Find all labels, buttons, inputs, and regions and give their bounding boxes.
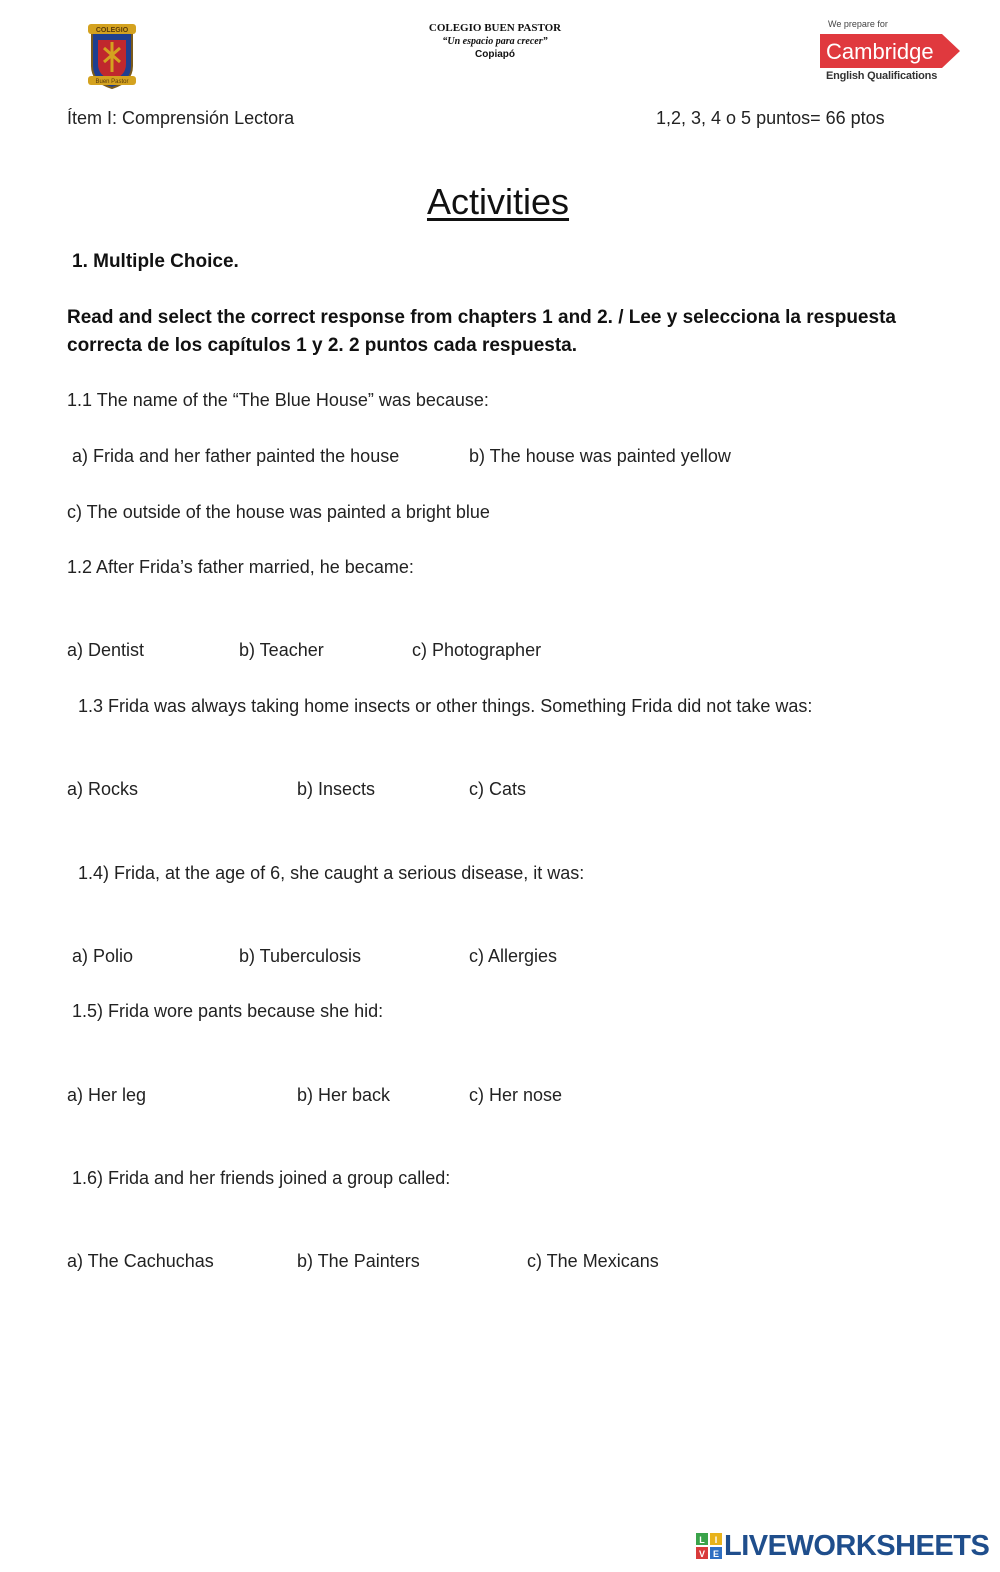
q4-option-c[interactable]: c) Allergies — [469, 946, 558, 966]
points-info: 1,2, 3, 4 o 5 puntos= 66 ptos — [656, 108, 885, 128]
school-name: COLEGIO BUEN PASTOR — [428, 22, 562, 34]
svg-text:L: L — [699, 1535, 705, 1545]
cambridge-tagline: We prepare for — [828, 19, 888, 29]
school-city: Copiapó — [475, 49, 515, 60]
q1-option-a[interactable]: a) Frida and her father painted the house — [72, 446, 400, 466]
liveworksheets-brand: LIVEWORKSHEETS — [724, 1530, 990, 1562]
school-crest-logo — [86, 22, 138, 90]
q2-option-c[interactable]: c) Photographer — [412, 640, 542, 660]
school-motto: “Un espacio para crecer” — [442, 36, 548, 47]
q6-option-b[interactable]: b) The Painters — [297, 1251, 420, 1271]
cambridge-brand: Cambridge — [826, 39, 934, 64]
q4-option-b[interactable]: b) Tuberculosis — [239, 946, 362, 966]
question-1-3: 1.3 Frida was always taking home insects or other things. Something Frida did not take was: — [78, 696, 813, 716]
q2-option-a[interactable]: a) Dentist — [67, 640, 145, 660]
q3-option-b[interactable]: b) Insects — [297, 779, 376, 799]
cambridge-badge-icon — [820, 34, 962, 68]
instructions: Read and select the correct response from chapters 1 and 2. / Lee y selecciona la respuesta correcta de los capítulos 1 y 2. 2 puntos cada respuesta. — [67, 307, 896, 356]
liveworksheets-logo — [696, 1530, 992, 1562]
question-1-6: 1.6) Frida and her friends joined a group called: — [72, 1168, 451, 1188]
q3-option-c[interactable]: c) Cats — [469, 779, 527, 799]
crest-bottom-text: Buen Pastor — [95, 79, 129, 85]
svg-text:E: E — [712, 1549, 720, 1559]
q2-option-b[interactable]: b) Teacher — [239, 640, 324, 660]
school-header — [395, 22, 595, 61]
q3-option-a[interactable]: a) Rocks — [67, 779, 139, 799]
svg-text:V: V — [698, 1549, 706, 1559]
q6-option-c[interactable]: c) The Mexicans — [527, 1251, 659, 1271]
q4-option-a[interactable]: a) Polio — [72, 946, 134, 966]
page-title: Activities — [426, 181, 570, 222]
question-1-4: 1.4) Frida, at the age of 6, she caught a serious disease, it was: — [78, 863, 585, 883]
q6-option-a[interactable]: a) The Cachuchas — [67, 1251, 214, 1271]
cambridge-logo — [820, 18, 970, 88]
q5-option-a[interactable]: a) Her leg — [67, 1085, 147, 1105]
q5-option-b[interactable]: b) Her back — [297, 1085, 391, 1105]
q1-option-c[interactable]: c) The outside of the house was painted a bright blue — [67, 502, 490, 522]
question-1-2: 1.2 After Frida’s father married, he became: — [67, 557, 414, 577]
question-1-1: 1.1 The name of the “The Blue House” was because: — [67, 390, 489, 410]
question-1-5: 1.5) Frida wore pants because she hid: — [72, 1001, 384, 1021]
liveworksheets-grid-icon — [696, 1533, 722, 1559]
section-heading: 1. Multiple Choice. — [72, 251, 239, 272]
crest-top-text: COLEGIO — [95, 27, 129, 34]
q1-option-b[interactable]: b) The house was painted yellow — [469, 446, 731, 466]
cambridge-sub: English Qualifications — [826, 70, 938, 82]
svg-text:I: I — [714, 1535, 718, 1545]
item-title: Ítem I: Comprensión Lectora — [67, 108, 295, 128]
q5-option-c[interactable]: c) Her nose — [469, 1085, 563, 1105]
